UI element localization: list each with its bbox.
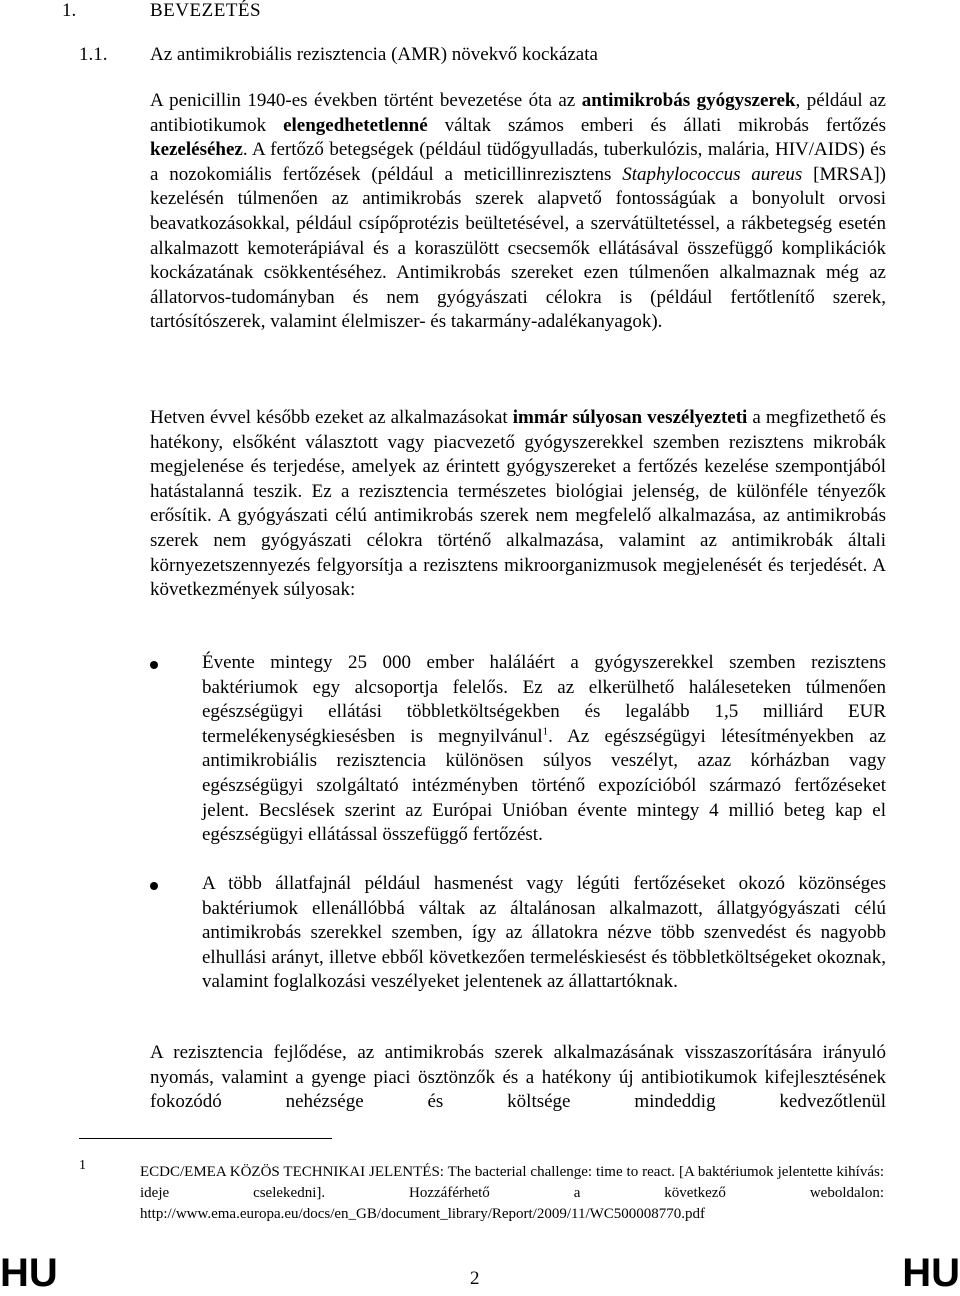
text-run: [MRSA]) kezelésén túlmenően az antimikrobás szerek alapvető fontosságúak a bonyolult orvosi beavatkozásokkal, például csípőprotézis beültetésével, a szervátültetéssel, a rákbetegség esetén alkalmazott kemoterápiával és a koraszülött csecsemők ellátásával összefüggő komplikációk kockázatának csökkentéséhez. Antimikrobás szereket ezen túlmenően alkalmaznak még az állatorvos-tudományban és nem gyógyászati célokra is (például fertőtlenítő szerek, tartósítószerek, valamint élelmiszer- és takarmány-adalékanyagok). <box>150 163 886 333</box>
italic-term: Staphylococcus aureus <box>622 163 803 185</box>
bold-term: antimikrobás gyógyszerek <box>581 90 796 111</box>
bold-term: immár súlyosan veszélyezteti <box>512 407 748 428</box>
footnote-reference[interactable]: 1 <box>542 725 549 738</box>
text-run: a megfizethető és hatékony, elsőként választott vagy piacvezető gyógyszerekkel szemben rezisztens mikrobák megjelenése és terjedése, amelyek az érintett gyógyszereket a fertőzés kezelése szempontjából hatástalanná teszik. Ez a rezisztencia természetes biológiai jelenség, de különféle tényezők erősítik. A gyógyászati célú antimikrobás szerek nem megfelelő alkalmazása, az antimikrobás szerek nem gyógyászati célokra történő alkalmazása, valamint az antimikrobák általi környezetszennyezés felgyorsítja a rezisztens mikroorganizmusok megjelenését és terjedését. A következmények súlyosak: <box>150 407 886 601</box>
footer-language-code-right: HU <box>902 1251 960 1295</box>
footer-language-code-left: HU <box>0 1251 58 1295</box>
bold-term: kezeléséhez <box>150 139 243 161</box>
text-run: Hetven évvel később ezeket az alkalmazásokat <box>150 407 513 428</box>
bold-term: elengedhetetlenné <box>283 114 428 136</box>
text-run: . A fertőző betegségek (például tüdőgyulladás, tuberkulózis, malária, HIV/AIDS) és a nozokomiális fertőzések (például a meticillinrezisztens <box>150 139 886 185</box>
bullet-icon <box>150 661 158 669</box>
text-run: , például az antibiotikumok <box>150 90 886 136</box>
subsection-number: 1.1. <box>79 44 108 65</box>
bullet-text: A több állatfajnál például hasmenést vagy légúti fertőzéseket okozó közönséges baktériumok ellenállóbbá váltak az általánosan alkalmazott, állatgyógyászati célú antimikrobás szerekkel szemben, így az állatokra nézve több szenvedést és nagyobb elhullási arányt, illetve ebből következően termeléskiesést és többletköltségeket okoznak, valamint foglalkozási veszélyeket jelentenek az állattartóknak. <box>202 873 886 993</box>
footnote-text: ECDC/EMEA KÖZÖS TECHNIKAI JELENTÉS: The bacterial challenge: time to react. [A baktériumok jelentette kihívás: ideje cselekedni]. Hozzáférhető a következő weboldalon: http://www.ema.europa.eu/docs/en_GB/document_library/Report/2009/11/WC500008770.pdf <box>140 1164 884 1222</box>
section-title: BEVEZETÉS <box>150 0 262 21</box>
subsection-title: Az antimikrobiális rezisztencia (AMR) növekvő kockázata <box>150 44 598 65</box>
bullet-text <box>202 651 886 848</box>
page-number: 2 <box>470 1268 480 1289</box>
footnote-divider <box>79 1138 332 1139</box>
footnote-number: 1 <box>79 1158 86 1173</box>
paragraph-2 <box>150 406 886 603</box>
paragraph-1 <box>150 89 886 335</box>
text-run: váltak számos emberi és állati mikrobás fertőzés <box>427 114 886 136</box>
text-run: A penicillin 1940-es években történt bevezetése óta az <box>150 90 582 111</box>
bullet-icon <box>150 882 158 890</box>
text-run: . Az egészségügyi létesítményekben az antimikrobiális rezisztencia különösen súlyos veszélyt, azaz kórházban vagy egészségügyi szolgáltató intézményben történő expozícióból származó fertőzéseket jelent. Becslések szerint az Európai Unióban évente mintegy 4 millió beteg kap el egészségügyi ellátással összefüggő fertőzést. <box>202 725 886 846</box>
text-run: Évente mintegy 25 000 ember haláláért a gyógyszerekkel szemben rezisztens baktériumok egy alcsoportja felelős. Ez az elkerülhető haláleseteken túlmenően egészségügyi ellátási többletköltségekben és legalább 1,5 milliárd EUR termelékenységkiesésben is megnyilvánul <box>202 652 886 747</box>
section-number: 1. <box>62 0 77 21</box>
paragraph-3: A rezisztencia fejlődése, az antimikrobás szerek alkalmazásának visszaszorítására irányuló nyomás, valamint a gyenge piaci ösztönzők és a hatékony új antibiotikumok kifejlesztésének fokozódó nehézsége és költsége mindeddig kedvezőtlenül <box>150 1042 886 1113</box>
